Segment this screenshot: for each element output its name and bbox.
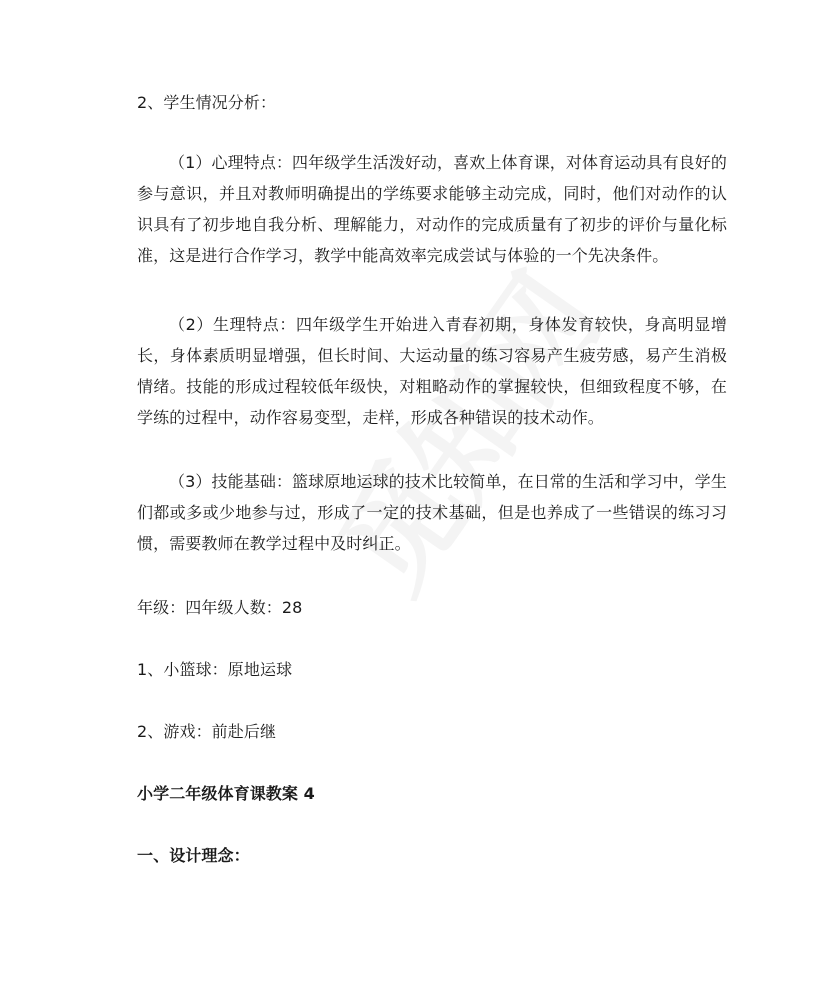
paragraph-psychological: （1）心理特点：四年级学生活泼好动，喜欢上体育课，对体育运动具有良好的参与意识，并且对教师明确提出的学练要求能够主动完成，同时，他们对动作的认识具有了初步地自我分析、理解能力，对动作的完成质量有了初步的评价与量化标准，这是进行合作学习，教学中能高效率完成尝试与体验的一个先决条件。 bbox=[137, 153, 727, 265]
design-concept-heading: 一、设计理念： bbox=[137, 846, 250, 865]
lesson-title: 小学二年级体育课教案 4 bbox=[137, 784, 315, 803]
item-basketball: 1、小篮球：原地运球 bbox=[137, 660, 293, 679]
grade-count-line: 年级：四年级人数：28 bbox=[137, 598, 303, 617]
paragraph-skill-basis: （3）技能基础：篮球原地运球的技术比较简单，在日常的生活和学习中，学生们都或多或少地参与过，形成了一定的技术基础，但是也养成了一些错误的练习习惯，需要教师在教学过程中及时纠正。 bbox=[137, 472, 727, 553]
section-heading-student-analysis: 2、学生情况分析： bbox=[137, 93, 277, 112]
paragraph-physiological: （2）生理特点：四年级学生开始进入青春初期，身体发育较快，身高明显增长，身体素质明显增强，但长时间、大运动量的练习容易产生疲劳感，易产生消极情绪。技能的形成过程较低年级快，对粗略动作的掌握较快，但细致程度不够，在学练的过程中，动作容易变型，走样，形成各种错误的技术动作。 bbox=[137, 315, 727, 427]
item-game: 2、游戏：前赴后继 bbox=[137, 722, 277, 741]
